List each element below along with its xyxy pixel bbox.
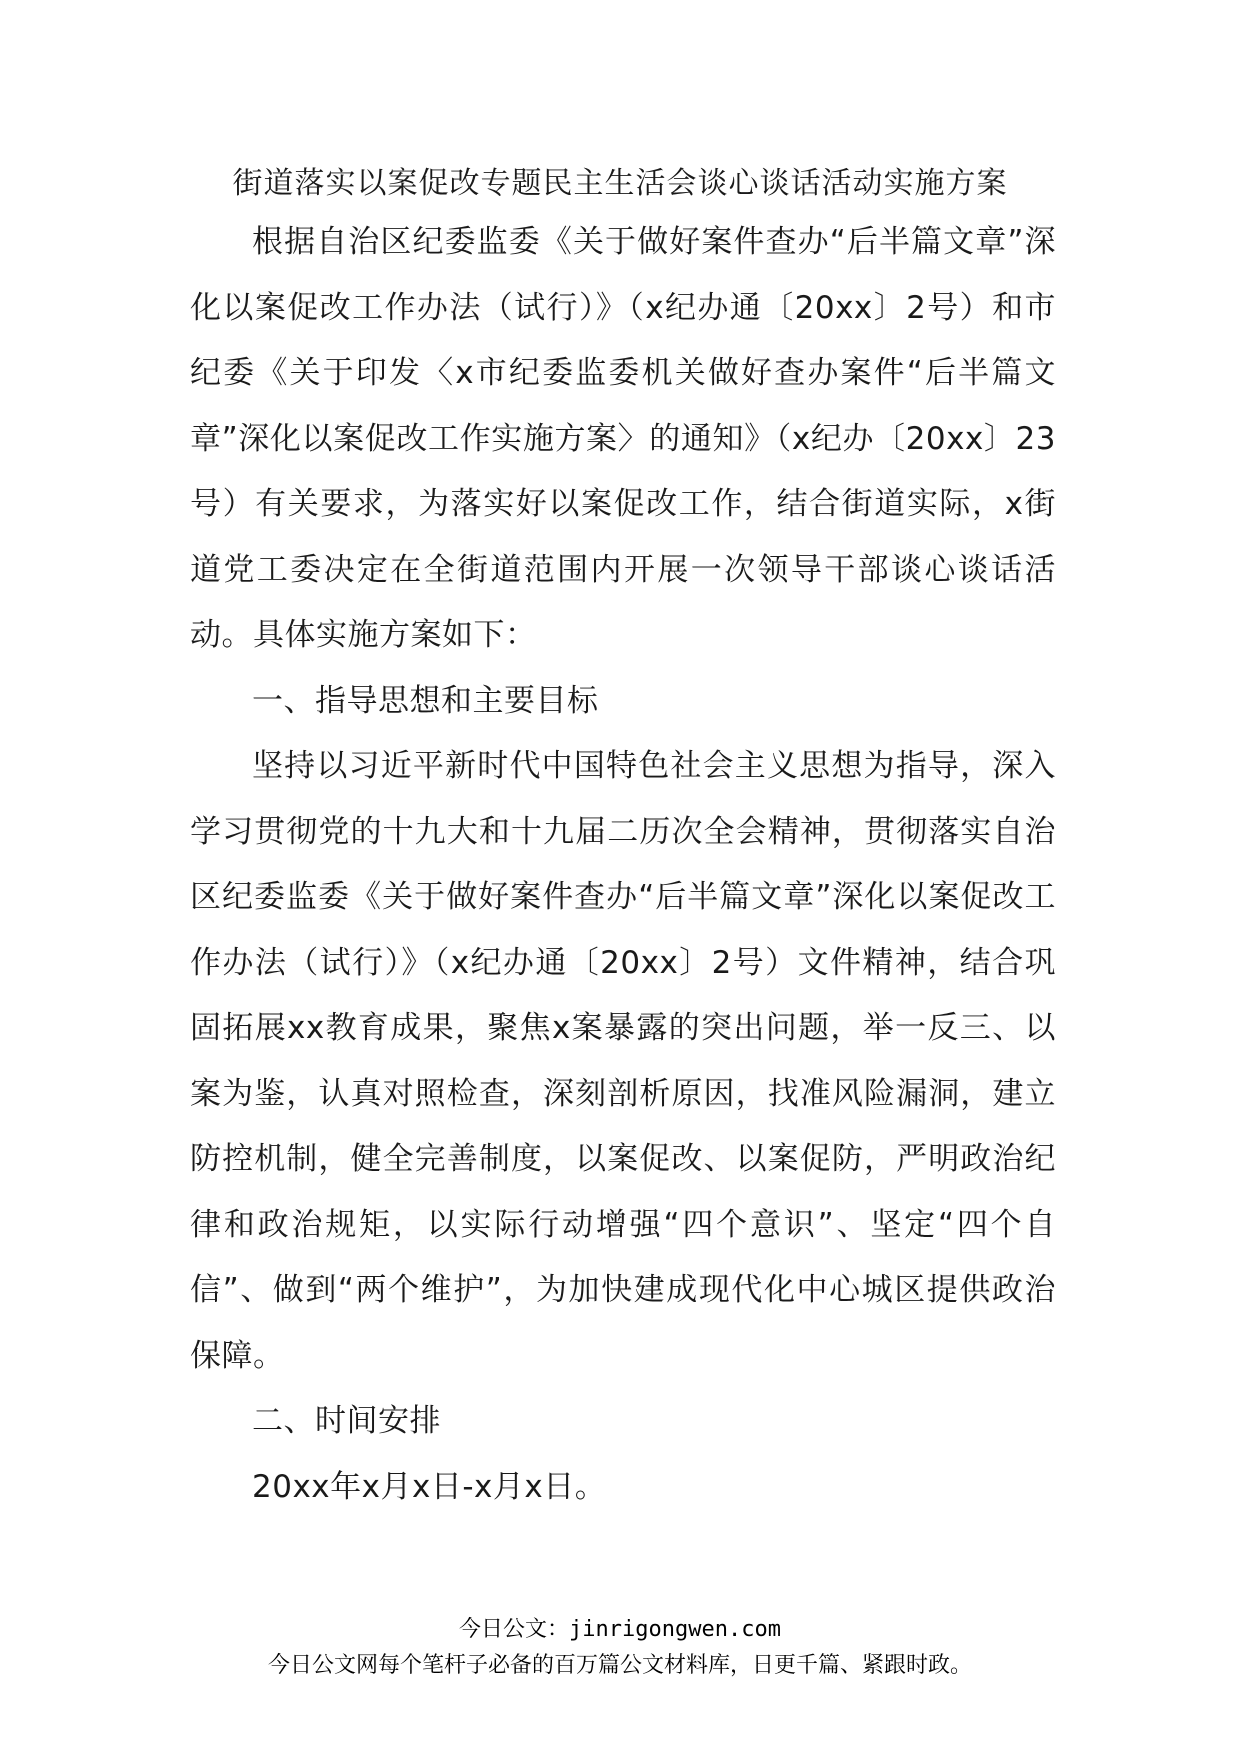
footer-site-line [0, 1612, 1240, 1648]
footer [0, 1612, 1240, 1684]
footer-site-url[interactable]: jinrigongwen.com [569, 1617, 781, 1642]
footer-slogan: 今日公文网每个笔杆子必备的百万篇公文材料库，日更千篇、紧跟时政。 [267, 1653, 972, 1678]
paragraph-guiding-ideology: 坚持以习近平新时代中国特色社会主义思想为指导，深入学习贯彻党的十九大和十九届二历次全会精神，贯彻落实自治区纪委监委《关于做好案件查办“后半篇文章”深化以案促改工作办法（试行）》（x纪办通〔20xx〕2号）文件精神，结合巩固拓展xx教育成果，聚焦x案暴露的突出问题，举一反三、以案为鉴，认真对照检查，深刻剖析原因，找准风险漏洞，建立防控机制，健全完善制度，以案促改、以案促防，严明政治纪律和政治规矩，以实际行动增强“四个意识”、坚定“四个自信”、做到“两个维护”，为加快建成现代化中心城区提供政治保障。 [190, 748, 1056, 1374]
paragraph-schedule-date: 20xx年x月x日-x月x日。 [252, 1468, 607, 1505]
section-heading-schedule: 二、时间安排 [252, 1403, 441, 1439]
section-heading-guiding-ideology: 一、指导思想和主要目标 [252, 682, 599, 719]
document-body [190, 210, 1056, 1520]
paragraph-intro: 根据自治区纪委监委《关于做好案件查办“后半篇文章”深化以案促改工作办法（试行）》（x纪办通〔20xx〕2号）和市纪委《关于印发〈x市纪委监委机关做好查办案件“后半篇文章”深化以案促改工作实施方案〉的通知》（x纪办〔20xx〕23号）有关要求，为落实好以案促改工作，结合街道实际，x街道党工委决定在全街道范围内开展一次领导干部谈心谈话活动。具体实施方案如下： [190, 224, 1056, 653]
footer-site-label: 今日公文： [459, 1617, 570, 1642]
document-title: 街道落实以案促改专题民主生活会谈心谈话活动实施方案 [232, 166, 1008, 201]
